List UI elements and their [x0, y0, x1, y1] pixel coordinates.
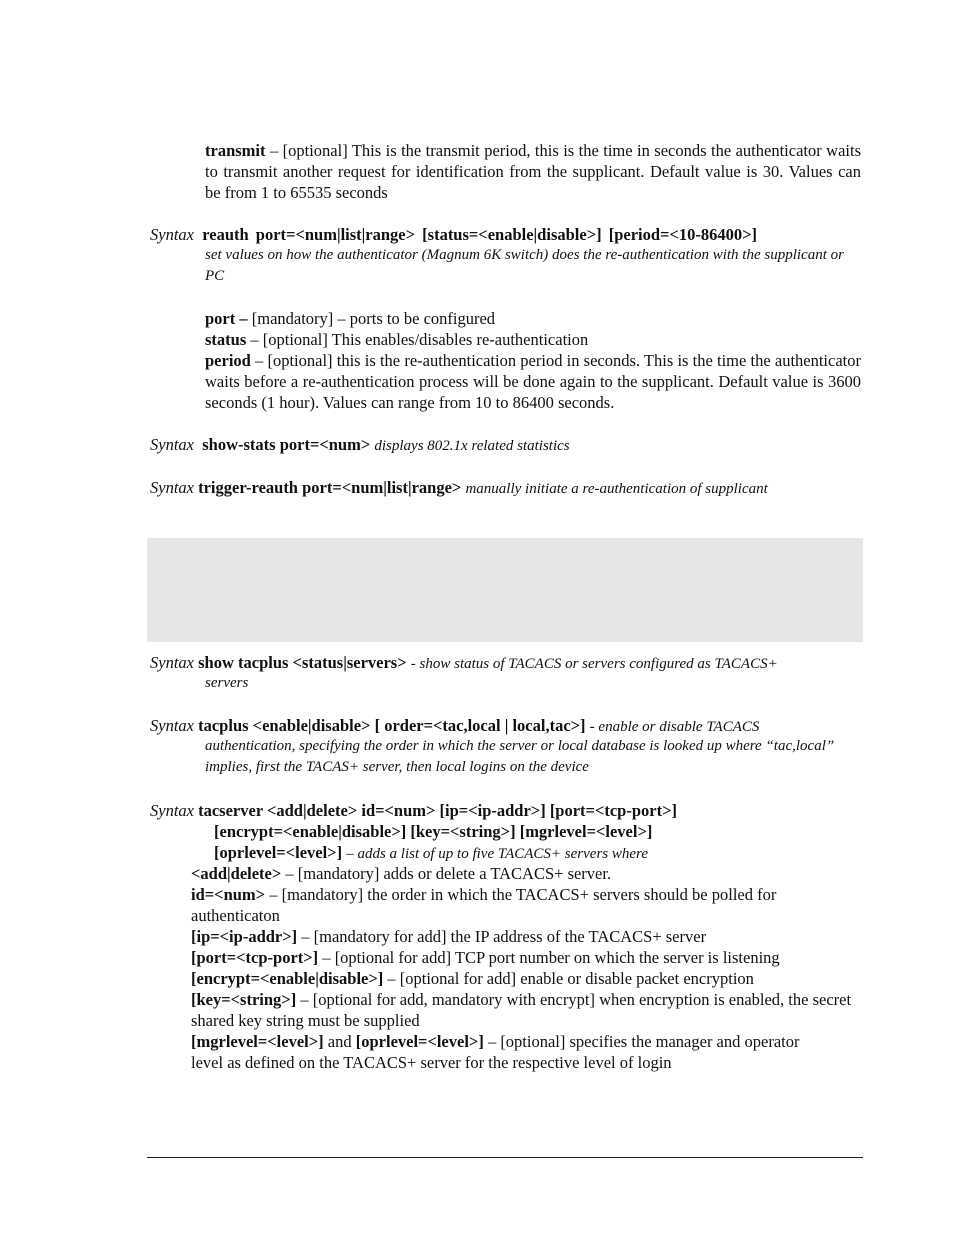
tacserver-param-key — [191, 989, 861, 1031]
trigger-reauth-description: manually initiate a re-authentication of supplicant — [465, 481, 768, 497]
tacserver-command-line2: [encrypt=<enable|disable>] [key=<string>] [mgrlevel=<level>] — [214, 822, 653, 841]
syntax-label: Syntax — [150, 801, 194, 820]
param-term-port: [port=<tcp-port>] — [191, 948, 319, 967]
param-text-key: – [optional for add, mandatory with encrypt] when encryption is enabled, the secret shared key string must be supplied — [191, 990, 852, 1030]
tacserver-command-line1: tacserver <add|delete> id=<num> [ip=<ip-addr>] [port=<tcp-port>] — [198, 801, 677, 820]
syntax-label: Syntax — [150, 435, 194, 454]
param-term-port: port – — [205, 309, 248, 328]
tacserver-param-add-delete — [191, 863, 861, 884]
param-term-oprlevel: [oprlevel=<level>] — [355, 1032, 484, 1051]
param-term-mgrlevel: [mgrlevel=<level>] — [191, 1032, 324, 1051]
footer-divider — [147, 1157, 863, 1158]
param-text-id: – [mandatory] the order in which the TACACS+ servers should be polled for authenticaton — [191, 885, 777, 925]
trigger-reauth-command: trigger-reauth port=<num|list|range> — [198, 478, 462, 497]
param-text-and: and — [323, 1032, 356, 1051]
reauth-param-status — [205, 329, 861, 350]
syntax-label: Syntax — [150, 225, 194, 244]
show-tacplus-description: - show status of TACACS or servers configured as TACACS+ — [410, 656, 778, 672]
syntax-label: Syntax — [150, 653, 194, 672]
reauth-command: reauth port=<num|list|range> [status=<enable|disable>] [period=<10-86400>] — [202, 225, 757, 244]
show-stats-syntax-line — [150, 434, 862, 457]
tacserver-command-oprlevel: [oprlevel=<level>] — [214, 843, 343, 862]
param-text-status: – [optional] This enables/disables re-authentication — [246, 330, 589, 349]
show-tacplus-command: show tacplus <status|servers> — [198, 653, 407, 672]
param-text-add-delete: – [mandatory] adds or delete a TACACS+ server. — [281, 864, 612, 883]
reauth-description: set values on how the authenticator (Magnum 6K switch) does the re-authentication with the supplicant or PC — [205, 247, 844, 284]
param-text-ip: – [mandatory for add] the IP address of the TACACS+ server — [297, 927, 707, 946]
param-term-id: id=<num> — [191, 885, 266, 904]
reauth-syntax-line — [150, 224, 862, 245]
param-text-levels: – [optional] specifies the manager and operator level as defined on the TACACS+ server for the respective level of login — [191, 1032, 800, 1072]
param-term-add-delete: <add|delete> — [191, 864, 282, 883]
tacserver-command-line3 — [214, 842, 648, 865]
tacplus-description-cont2: implies, first the TACAS+ server, then local logins on the device — [205, 759, 589, 775]
trigger-reauth-syntax-line — [150, 477, 862, 500]
tacplus-command: tacplus <enable|disable> [ order=<tac,local | local,tac>] — [198, 716, 586, 735]
param-text-port: [mandatory] – ports to be configured — [247, 309, 496, 328]
param-text-period: – [optional] this is the re-authentication period in seconds. This is the time the authenticator waits before a re-authentication process will be done again to the supplicant. Default value is 3600 seconds (1 hour). Values can range from 10 to 86400 seconds. — [205, 351, 861, 412]
tacplus-description: - enable or disable TACACS — [589, 719, 760, 735]
tacserver-param-encrypt — [191, 968, 861, 989]
syntax-label: Syntax — [150, 716, 194, 735]
syntax-label: Syntax — [150, 478, 194, 497]
tacserver-param-port — [191, 947, 861, 968]
param-term-status: status — [205, 330, 247, 349]
transmit-paragraph — [205, 140, 861, 203]
tacplus-description-cont1: authentication, specifying the order in which the server or local database is looked up where “tac,local” — [205, 738, 835, 754]
show-stats-command: show-stats port=<num> — [202, 435, 371, 454]
tacserver-syntax-line — [150, 800, 862, 821]
param-term-encrypt: [encrypt=<enable|disable>] — [191, 969, 384, 988]
tacplus-syntax-line — [150, 715, 862, 738]
show-tacplus-description-cont: servers — [205, 675, 249, 691]
param-text-port: – [optional for add] TCP port number on which the server is listening — [318, 948, 780, 967]
param-text-encrypt: – [optional for add] enable or disable packet encryption — [383, 969, 754, 988]
tacserver-description: – adds a list of up to five TACACS+ servers where — [346, 846, 648, 862]
show-tacplus-syntax-line — [150, 652, 862, 675]
reauth-param-port — [205, 308, 861, 329]
show-stats-description: displays 802.1x related statistics — [374, 438, 570, 454]
shaded-section-box — [147, 538, 863, 642]
reauth-param-period — [205, 350, 861, 413]
param-term-key: [key=<string>] — [191, 990, 297, 1009]
param-term-transmit: transmit — [205, 141, 266, 160]
param-text-transmit: – [optional] This is the transmit period, this is the time in seconds the authenticator waits to transmit another request for identification from the supplicant. Default value is 30. Values can be from 1 to 65535 seconds — [205, 141, 861, 202]
tacserver-param-id — [191, 884, 861, 926]
tacserver-param-ip — [191, 926, 861, 947]
param-term-period: period — [205, 351, 251, 370]
tacserver-param-levels — [191, 1031, 831, 1073]
param-term-ip: [ip=<ip-addr>] — [191, 927, 298, 946]
